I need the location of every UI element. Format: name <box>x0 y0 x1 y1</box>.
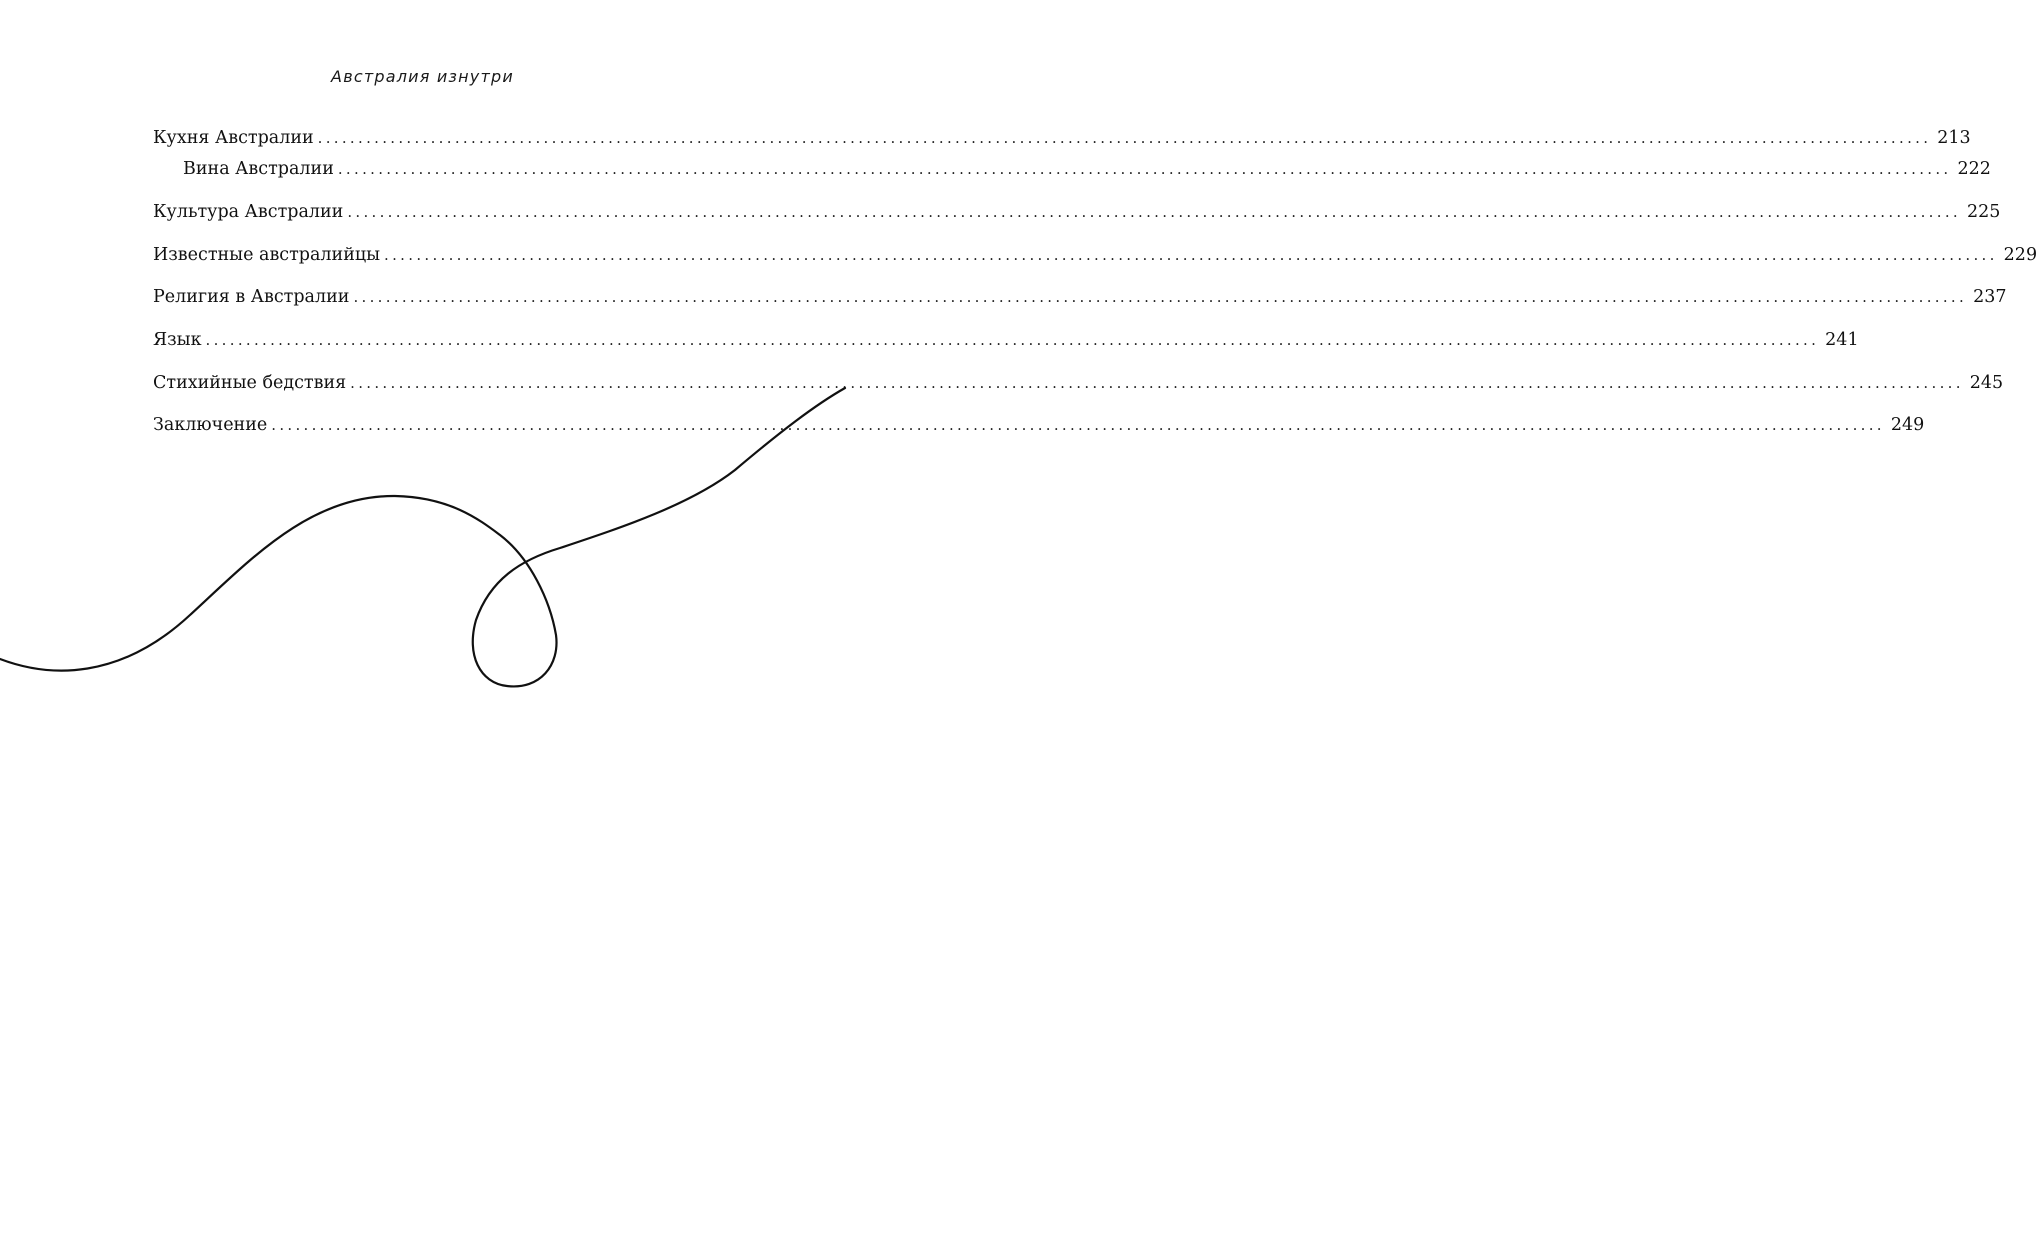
toc-entry-culture[interactable] <box>153 200 2001 224</box>
toc-leader-dots: ........................................................................................................................................................................................................ <box>353 288 1968 306</box>
toc-entry-title: Стихийные бедствия <box>153 373 347 393</box>
toc-entry-wines[interactable] <box>183 157 1991 181</box>
toc-entry-title: Заключение <box>153 415 268 435</box>
toc-entry-page: 237 <box>1973 287 2007 307</box>
toc-leader-dots: ........................................................................................................................................................................................................ <box>337 160 1952 178</box>
toc-leader-dots: ........................................................................................................................................................................................................ <box>347 203 1961 221</box>
toc-entry-page: 222 <box>1957 159 1991 179</box>
toc-entry-page: 245 <box>1969 373 2004 393</box>
toc-entry-title: Культура Австралии <box>153 202 344 222</box>
toc-leader-dots: ........................................................................................................................................................................................................ <box>350 374 1964 392</box>
toc-leader-dots: ........................................................................................................................................................................................................ <box>384 246 1998 264</box>
toc-entry-page: 249 <box>1890 415 1925 435</box>
toc-entry-page: 229 <box>2003 245 2037 265</box>
toc-entry-disasters[interactable] <box>153 371 2004 395</box>
toc-leader-dots: ........................................................................................................................................................................................................ <box>205 331 1820 349</box>
toc-entry-page: 241 <box>1825 330 1859 350</box>
toc-entry-title: Известные австралийцы <box>153 245 381 265</box>
toc-entry-cuisine[interactable] <box>153 126 1971 150</box>
toc-entry-page: 213 <box>1937 128 1971 148</box>
toc-entry-page: 225 <box>1966 202 2001 222</box>
toc-entry-religion[interactable] <box>153 285 2007 309</box>
toc-entry-language[interactable] <box>153 328 1859 352</box>
toc-entry-conclusion[interactable] <box>153 413 1925 437</box>
running-header: Австралия изнутри <box>331 67 514 86</box>
toc-leader-dots: ........................................................................................................................................................................................................ <box>271 416 1885 434</box>
toc-entry-title: Вина Австралии <box>183 159 334 179</box>
toc-entry-famous[interactable] <box>153 243 2037 267</box>
toc-entry-title: Кухня Австралии <box>153 128 314 148</box>
decorative-looping-line <box>0 0 845 1241</box>
toc-entry-title: Язык <box>153 330 202 350</box>
toc-entry-title: Религия в Австралии <box>153 287 350 307</box>
toc-leader-dots: ........................................................................................................................................................................................................ <box>317 129 1932 147</box>
